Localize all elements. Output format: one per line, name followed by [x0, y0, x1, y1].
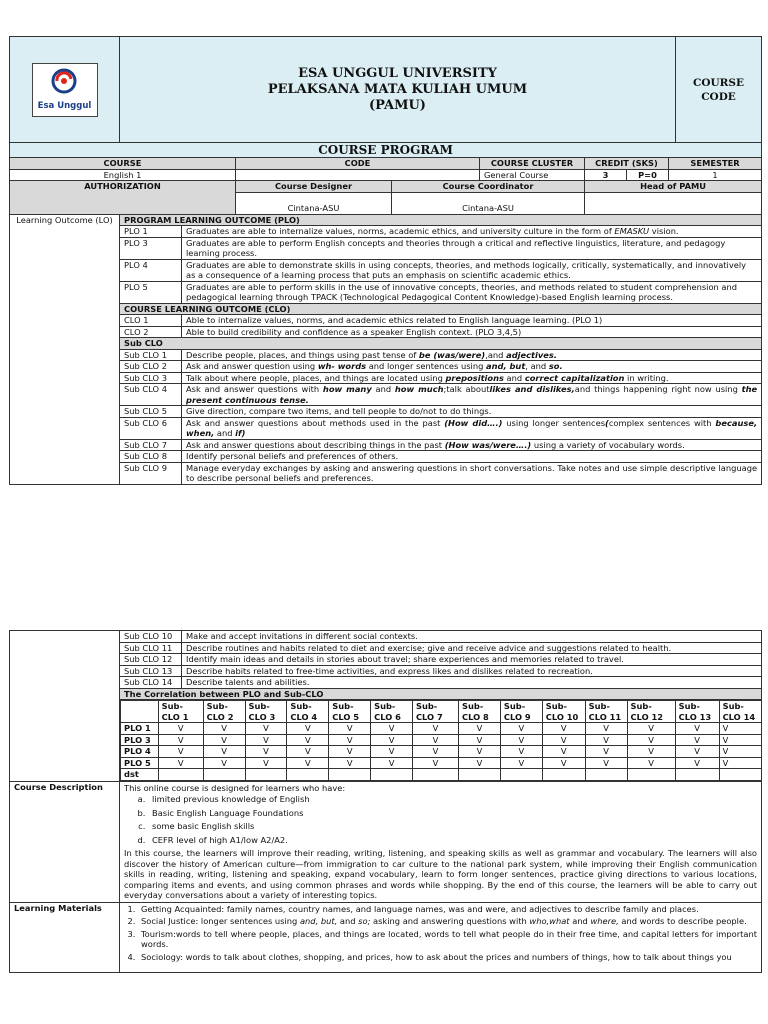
sub-clo-row: [10, 665, 762, 677]
list-item: 2. Social Justice: longer sentences using and, but, and so; asking and answering questions with who,what and where, and words to describe people.: [138, 916, 757, 927]
correlation-mark: V: [627, 734, 675, 746]
correlation-row: [121, 769, 762, 781]
plo-text: Graduates are able to perform English concepts and theories through a critical and reflective linguistics, literature, and pedagogy learning process.: [182, 237, 762, 259]
course-program-title: COURSE PROGRAM: [10, 143, 762, 158]
correlation-mark: V: [329, 746, 371, 758]
sub-clo-code: Sub CLO 1: [120, 349, 182, 361]
correlation-mark: V: [158, 734, 203, 746]
learning-outcome-continued: [10, 631, 120, 782]
sub-clo-text: Identify personal beliefs and preferences of others.: [182, 451, 762, 463]
correlation-table: [120, 700, 762, 781]
correlation-mark: [287, 769, 329, 781]
clo-row: [10, 315, 762, 327]
correlation-row: [121, 746, 762, 758]
correlation-cell: [120, 700, 762, 782]
correlation-mark: V: [158, 723, 203, 735]
correlation-mark: V: [158, 757, 203, 769]
correlation-mark: V: [585, 734, 627, 746]
list-item: b. Basic English Language Foundations: [148, 808, 757, 819]
sub-clo-code: Sub CLO 3: [120, 372, 182, 384]
correlation-mark: V: [542, 723, 585, 735]
credit-cell: [585, 169, 669, 181]
course-code-value: [236, 169, 480, 181]
correlation-row: [121, 723, 762, 735]
correlation-column-header: Sub- CLO 9: [500, 701, 542, 723]
correlation-mark: V: [719, 757, 761, 769]
list-item: a. limited previous knowledge of English: [148, 794, 757, 805]
cluster-header: COURSE CLUSTER: [480, 158, 585, 170]
sub-clo-text: Describe habits related to free-time activities, and express likes and dislikes related to recreation.: [182, 665, 762, 677]
sub-clo-row: [10, 451, 762, 463]
course-code-label: COURSE CODE: [676, 37, 762, 143]
correlation-mark: V: [287, 746, 329, 758]
sub-clo-text: Ask and answer questions about describing things in the past (How was/were….) using a variety of vocabulary words.: [182, 439, 762, 451]
correlation-mark: V: [459, 723, 501, 735]
correlation-mark: V: [245, 757, 287, 769]
plo-code: PLO 1: [120, 226, 182, 238]
sub-clo-text: Describe people, places, and things using past tense of be (was/were),and adjectives.: [182, 349, 762, 361]
correlation-row-label: PLO 5: [121, 757, 159, 769]
university-logo: [32, 63, 98, 117]
sub-clo-text: Ask and answer question using wh- words and longer sentences using and, but, and so.: [182, 361, 762, 373]
learning-materials: [120, 902, 762, 973]
sub-clo-code: Sub CLO 6: [120, 417, 182, 439]
correlation-mark: V: [371, 757, 413, 769]
correlation-mark: [675, 769, 719, 781]
correlation-mark: V: [719, 723, 761, 735]
designer-value: Cintana-ASU: [236, 192, 392, 214]
correlation-column-header: Sub- CLO 3: [245, 701, 287, 723]
semester-header: SEMESTER: [669, 158, 762, 170]
correlation-row: [121, 757, 762, 769]
correlation-row: [121, 734, 762, 746]
correlation-mark: [158, 769, 203, 781]
correlation-mark: V: [203, 746, 245, 758]
correlation-mark: V: [675, 746, 719, 758]
sub-clo-text: Ask and answer questions with how many and how much;talk aboutlikes and dislikes,and things happening right now using the present continuous tense.: [182, 384, 762, 406]
logo-text: Esa Unggul: [37, 101, 92, 111]
sub-clo-code: Sub CLO 11: [120, 642, 182, 654]
plo-text: Graduates are able to perform skills in the use of innovative concepts, theories, and methods related to student comprehension and pedagogical learning through TPACK (Technological Pedagogical Content Knowledge)-based English learning process.: [182, 281, 762, 303]
correlation-column-header: Sub- CLO 4: [287, 701, 329, 723]
course-description-body: In this course, the learners will improve their reading, writing, listening, and speaking skills as well as grammar and vocabulary. The learners will also discover the history of American culture—from immigration to car culture to the national park system, while improving their English communication skills in reading, writing, listening and speaking, expand vocabulary, learn to form longer sentences, practice giving directions to various locations, comparing items and events, and using common phrases and words while shopping. By the end of this course, the learners will be able to carry out everyday conversations about a variety of interesting topics.: [124, 848, 757, 900]
correlation-mark: V: [287, 723, 329, 735]
designer-label: Course Designer: [236, 181, 392, 193]
correlation-mark: V: [542, 757, 585, 769]
correlation-mark: [542, 769, 585, 781]
sub-clo-text: Talk about where people, places, and things are located using prepositions and correct capitalization in writing.: [182, 372, 762, 384]
correlation-mark: V: [675, 734, 719, 746]
correlation-mark: [245, 769, 287, 781]
course-name: English 1: [10, 169, 236, 181]
correlation-mark: [585, 769, 627, 781]
correlation-mark: V: [412, 734, 458, 746]
course-program-table: [9, 142, 762, 485]
logo-cell: [10, 37, 120, 143]
sub-clo-row: [10, 372, 762, 384]
logo-swirl-icon: [51, 68, 77, 94]
sub-clo-code: Sub CLO 4: [120, 384, 182, 406]
sub-clo-code: Sub CLO 9: [120, 462, 182, 484]
correlation-mark: V: [627, 746, 675, 758]
coordinator-label: Course Coordinator: [392, 181, 585, 193]
sub-clo-code: Sub CLO 13: [120, 665, 182, 677]
correlation-column-header: Sub- CLO 13: [675, 701, 719, 723]
correlation-mark: V: [542, 734, 585, 746]
plo-text: Graduates are able to demonstrate skills in using concepts, theories, and methods logically, critically, systematically, and innovatively as a consequence of a learning process that puts an emphasis on scientific academic ethics.: [182, 259, 762, 281]
title-line-1: ESA UNGGUL UNIVERSITY: [298, 65, 497, 81]
correlation-mark: V: [158, 746, 203, 758]
correlation-mark: V: [719, 734, 761, 746]
sub-clo-row: [10, 654, 762, 666]
course-header: COURSE: [10, 158, 236, 170]
correlation-mark: V: [500, 746, 542, 758]
sub-clo-row: [10, 631, 762, 643]
document-header: [9, 36, 762, 143]
title-line-3: (PAMU): [369, 97, 426, 113]
course-description-label: Course Description: [10, 781, 120, 902]
sub-clo-code: Sub CLO 14: [120, 677, 182, 689]
sub-clo-row: [10, 642, 762, 654]
course-description-list: [148, 794, 757, 845]
correlation-mark: V: [329, 757, 371, 769]
correlation-column-header: Sub- CLO 7: [412, 701, 458, 723]
clo-row: [10, 326, 762, 338]
plo-row: [10, 237, 762, 259]
correlation-mark: V: [287, 757, 329, 769]
plo-code: PLO 3: [120, 237, 182, 259]
sub-clo-text: Give direction, compare two items, and tell people to do/not to do things.: [182, 406, 762, 418]
correlation-header: The Correlation between PLO and Sub-CLO: [120, 688, 762, 700]
plo-row: [10, 281, 762, 303]
plo-row: [10, 226, 762, 238]
sub-clo-text: Identify main ideas and details in stories about travel; share experiences and memories related to travel.: [182, 654, 762, 666]
sub-clo-text: Describe talents and abilities.: [182, 677, 762, 689]
sub-clo-code: Sub CLO 2: [120, 361, 182, 373]
correlation-mark: V: [245, 734, 287, 746]
sub-clo-row: [10, 462, 762, 484]
head-value: [585, 192, 762, 214]
correlation-mark: V: [412, 723, 458, 735]
correlation-mark: V: [203, 757, 245, 769]
correlation-mark: [412, 769, 458, 781]
correlation-mark: [500, 769, 542, 781]
correlation-mark: [627, 769, 675, 781]
correlation-mark: V: [203, 723, 245, 735]
sub-clo-row: [10, 439, 762, 451]
correlation-mark: V: [585, 746, 627, 758]
course-description-intro: This online course is designed for learners who have:: [124, 782, 346, 793]
correlation-column-header: Sub- CLO 5: [329, 701, 371, 723]
credit-header: CREDIT (SKS): [585, 158, 669, 170]
correlation-row-label: PLO 1: [121, 723, 159, 735]
correlation-mark: V: [329, 734, 371, 746]
correlation-header-row: [121, 701, 762, 723]
sub-clo-code: Sub CLO 7: [120, 439, 182, 451]
correlation-mark: V: [287, 734, 329, 746]
correlation-row-label: PLO 4: [121, 746, 159, 758]
clo-code: CLO 2: [120, 326, 182, 338]
clo-text: Able to internalize values, norms, and academic ethics related to English language learning. (PLO 1): [182, 315, 762, 327]
correlation-row-label: dst: [121, 769, 159, 781]
plo-code: PLO 4: [120, 259, 182, 281]
correlation-mark: V: [371, 734, 413, 746]
clo-text: Able to build credibility and confidence as a speaker English context. (PLO 3,4,5): [182, 326, 762, 338]
correlation-mark: V: [412, 746, 458, 758]
authorization-label: AUTHORIZATION: [10, 181, 236, 215]
head-label: Head of PAMU: [585, 181, 762, 193]
list-item: d. CEFR level of high A1/low A2/A2.: [148, 835, 757, 846]
sub-clo-code: Sub CLO 10: [120, 631, 182, 643]
correlation-mark: [329, 769, 371, 781]
sub-clo-code: Sub CLO 5: [120, 406, 182, 418]
list-item: 4. Sociology: words to talk about clothes, shopping, and prices, how to ask about the prices and numbers of things, how to talk about things you: [138, 952, 757, 963]
learning-materials-list: [138, 904, 757, 963]
correlation-mark: V: [412, 757, 458, 769]
correlation-mark: V: [459, 734, 501, 746]
semester-value: 1: [669, 169, 762, 181]
sub-clo-text: Describe routines and habits related to diet and exercise; give and receive advice and suggestions related to health.: [182, 642, 762, 654]
list-item: 1. Getting Acquainted: family names, country names, and language names, was and were, and adjectives to describe family and places.: [138, 904, 757, 915]
correlation-column-header: Sub- CLO 8: [459, 701, 501, 723]
code-header: CODE: [236, 158, 480, 170]
plo-text: Graduates are able to internalize values, norms, academic ethics, and university culture in the form of EMASKU vision.: [182, 226, 762, 238]
learning-materials-label: Learning Materials: [10, 902, 120, 973]
cluster-value: General Course: [480, 169, 585, 181]
sub-clo-row: [10, 406, 762, 418]
correlation-mark: V: [459, 757, 501, 769]
correlation-column-header: Sub- CLO 2: [203, 701, 245, 723]
sub-clo-text: Ask and answer questions about methods used in the past (How did….) using longer sentences(complex sentences with because, when, and if): [182, 417, 762, 439]
correlation-mark: V: [542, 746, 585, 758]
credit-value: 3: [585, 170, 627, 181]
sub-clo-text: Manage everyday exchanges by asking and answering questions in short conversations. Take notes and use simple descriptive language to describe personal beliefs and preferences.: [182, 462, 762, 484]
correlation-mark: V: [627, 757, 675, 769]
university-title: [120, 37, 676, 143]
correlation-mark: V: [371, 746, 413, 758]
correlation-column-header: Sub- CLO 11: [585, 701, 627, 723]
correlation-mark: V: [585, 757, 627, 769]
correlation-mark: V: [719, 746, 761, 758]
sub-clo-code: Sub CLO 12: [120, 654, 182, 666]
correlation-mark: [719, 769, 761, 781]
plo-code: PLO 5: [120, 281, 182, 303]
correlation-mark: V: [500, 723, 542, 735]
correlation-mark: V: [371, 723, 413, 735]
correlation-column-header: Sub- CLO 10: [542, 701, 585, 723]
correlation-mark: V: [203, 734, 245, 746]
sub-clo-text: Make and accept invitations in different social contexts.: [182, 631, 762, 643]
sub-clo-row: [10, 417, 762, 439]
correlation-mark: V: [245, 723, 287, 735]
sub-clo-row: [10, 677, 762, 689]
sub-clo-header: Sub CLO: [120, 338, 762, 350]
correlation-column-header: Sub- CLO 1: [158, 701, 203, 723]
correlation-mark: V: [329, 723, 371, 735]
correlation-column-header: Sub- CLO 6: [371, 701, 413, 723]
plo-row: [10, 259, 762, 281]
clo-code: CLO 1: [120, 315, 182, 327]
correlation-row-label: PLO 3: [121, 734, 159, 746]
sub-clo-row: [10, 349, 762, 361]
correlation-mark: V: [500, 757, 542, 769]
correlation-mark: V: [459, 746, 501, 758]
course-description: [120, 781, 762, 902]
plo-header: PROGRAM LEARNING OUTCOME (PLO): [120, 214, 762, 226]
correlation-mark: V: [675, 723, 719, 735]
sub-clo-row: [10, 384, 762, 406]
correlation-mark: V: [500, 734, 542, 746]
correlation-column-header: Sub- CLO 14: [719, 701, 761, 723]
correlation-mark: V: [627, 723, 675, 735]
title-line-2: PELAKSANA MATA KULIAH UMUM: [267, 81, 528, 97]
correlation-column-header: Sub- CLO 12: [627, 701, 675, 723]
sub-clo-row: [10, 361, 762, 373]
correlation-mark: [203, 769, 245, 781]
correlation-mark: V: [245, 746, 287, 758]
correlation-mark: V: [585, 723, 627, 735]
coordinator-value: Cintana-ASU: [392, 192, 585, 214]
clo-header: COURSE LEARNING OUTCOME (CLO): [120, 303, 762, 315]
correlation-mark: V: [675, 757, 719, 769]
list-item: c. some basic English skills: [148, 821, 757, 832]
course-program-table-continued: [9, 630, 762, 973]
list-item: 3. Tourism:words to tell where people, places, and things are located, words to tell what people do in their free time, and capital letters for important words.: [138, 929, 757, 950]
correlation-mark: [371, 769, 413, 781]
sub-clo-code: Sub CLO 8: [120, 451, 182, 463]
credit-p-value: P=0: [638, 169, 657, 180]
correlation-mark: [459, 769, 501, 781]
learning-outcome-label: Learning Outcome (LO): [10, 214, 120, 484]
